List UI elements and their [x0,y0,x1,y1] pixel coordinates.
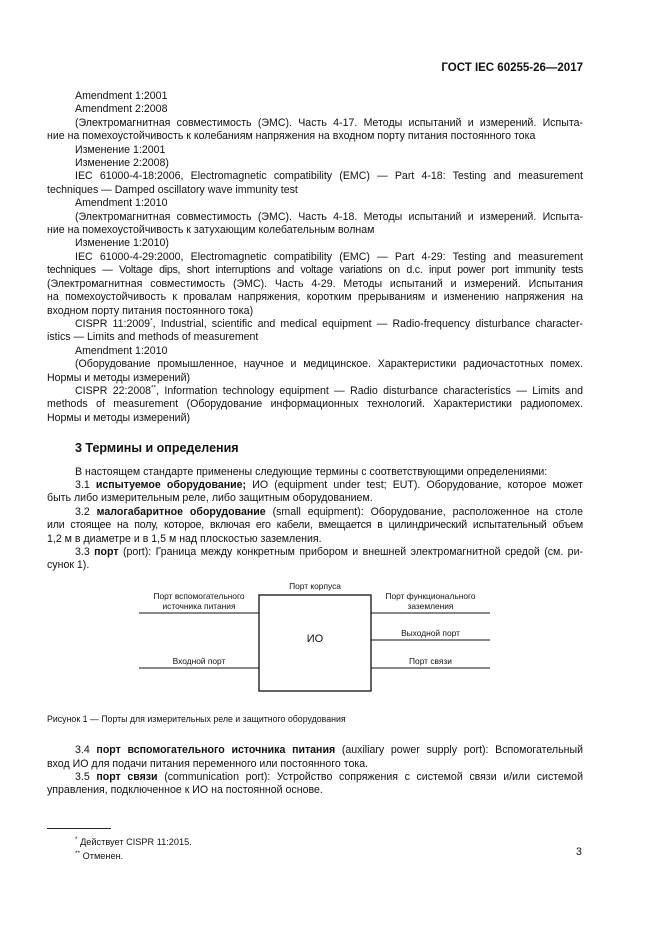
ref-line: входном порту питания постоянного тока) [47,304,254,317]
ref-line: Изменение 2:2008) [75,157,169,170]
figure-caption: Рисунок 1 — Порты для измерительных реле и защитного оборудования [47,713,346,724]
term-3-2-cont: или стоящее на полу, которое, включая его кабели, вмещается в цилиндрический испытательный объем [47,519,583,532]
ref-line: Изменение 1:2001 [75,143,166,156]
term-3-5 [47,771,583,784]
term-number: 3.3 [75,546,95,558]
term-name: порт связи [96,771,158,784]
footnote-text: Отменен. [80,850,124,861]
enclosure-port-label: Порт корпуса [289,580,341,591]
ref-line: (Оборудование промышленное, научное и медицинское. Характеристики радиочастотных помех. [75,358,583,371]
ref-line: techniques — Voltage dips, short interruptions and voltage variations on d.c. input power port immunity tests [47,264,583,277]
ref-line: на помехоустойчивость к провалам напряжения, коротким прерываниям и изменению напряжения на [47,291,583,304]
page-number: 3 [576,846,582,858]
ref-line: techniques — Damped oscillatory wave immunity test [47,183,298,196]
figure-ports-diagram [47,580,583,713]
footnote-1 [47,835,583,849]
ref-line: methods of measurement (Оборудование информационных технологий. Характеристики радиопомех. [47,398,583,411]
term-name: порт вспомогательного источника питания [96,744,336,757]
ref-line: ние на помехоустойчивость к затухающим колебательным волнам [47,224,375,237]
term-definition: ИО (equipment under test; EUT). Оборудование, которое может [246,478,583,491]
term-number: 3.1 [75,478,96,491]
term-3-1 [47,479,583,492]
section-intro: В настоящем стандарте применены следующие термины с соответствующими определениями: [75,465,548,478]
section-heading: 3 Термины и определения [75,441,239,456]
ref-line: Amendment 2:2008 [75,103,168,116]
ref-line: ние на помехоустойчивость к колебаниям напряжения на входном порту питания постоянного тока [47,130,536,143]
footnote-mark: * [150,317,153,325]
ref-code: CISPR 11:2009 [75,317,151,330]
func-earth-label-2: заземления [407,600,454,611]
ref-line-cispr11 [47,318,583,331]
ref-line: IEC 61000-4-18:2006, Electromagnetic compatibility (EMC) — Part 4-18: Testing and measurement [75,170,583,183]
term-3-2-cont: 1,2 м в диаметре и в 1,5 м над плоскостью заземления. [47,532,322,545]
ref-line: Изменение 1:2010) [75,237,169,250]
document-header-code: ГОСТ IEC 60255-26—2017 [441,62,583,74]
ref-line: Нормы и методы измерений) [47,371,191,384]
footnote-mark: * [75,835,78,843]
term-3-2 [47,506,583,519]
input-port-label: Входной порт [172,655,226,666]
ref-title: , Industrial, scientific and medical equipment — Radio-frequency disturbance character- [152,317,584,330]
term-definition: (small equipment): Оборудование, расположенное на столе [265,505,583,518]
footnote-2 [47,849,583,863]
func-earth-label-1: Порт функционального [385,590,476,601]
comm-port-label: Порт связи [409,655,452,666]
term-name: малогабаритное оборудование [96,505,266,518]
term-definition: (auxiliary power supply port): Вспомогательный [335,744,583,757]
ref-line-cispr22 [47,385,583,398]
ref-line: (Электромагнитная совместимость (ЭМС). Часть 4-17. Методы испытаний и измерений. Испыта- [75,116,583,129]
aux-power-label-2: источника питания [162,600,236,611]
term-definition: (port): Граница между конкретным прибором и внешней электромагнитной средой (см. ри- [118,546,584,558]
term-name: испытуемое оборудование; [95,478,247,491]
term-3-5-cont: управления, подключенное к ИО на постоянной основе. [47,784,323,797]
footnote-text: Действует CISPR 11:2015. [77,836,192,847]
page-body [47,90,583,863]
term-3-3 [47,546,583,559]
term-definition: (communication port): Устройство сопряжения с системой связи и/или системой [157,771,583,784]
term-number: 3.4 [75,744,97,757]
ref-line: Amendment 1:2010 [75,197,168,210]
ref-code: CISPR 22:2008 [75,384,152,397]
ref-line: Amendment 1:2010 [75,344,168,357]
output-port-label: Выходной порт [401,627,460,638]
term-number: 3.5 [75,771,97,784]
aux-power-label-1: Порт вспомогательного [153,590,245,601]
term-3-3-cont: сунок 1). [47,559,90,572]
term-3-4 [47,744,583,757]
term-3-4-cont: вход ИО для подачи питания переменного или постоянного тока. [47,757,369,770]
ref-line: Нормы и методы измерений) [47,411,191,424]
ref-line: IEC 61000-4-29:2000, Electromagnetic compatibility (EMC) — Part 4-29: Testing and measurement [75,250,583,263]
term-3-1-cont: быть либо измерительным реле, либо защитным оборудованием. [47,492,373,505]
term-number: 3.2 [75,505,97,518]
ports-diagram-svg [47,585,583,713]
footnote-mark: ** [75,849,81,857]
ref-line: (Электромагнитная совместимость (ЭМС). Часть 4-18. Методы испытаний и измерений. Испыта- [75,210,583,223]
footnote-mark: ** [151,384,157,392]
eut-label: ИО [306,632,324,645]
term-name: порт [94,546,119,558]
ref-line: istics — Limits and methods of measurement [47,331,259,344]
ref-line: (Электромагнитная совместимость (ЭМС). Часть 4-29. Методы испытаний и измерений. Испытания [47,277,583,290]
footnote-divider [47,828,111,829]
ref-line: Amendment 1:2001 [75,90,168,102]
ref-title: , Information technology equipment — Radio disturbance characteristics — Limits and [156,384,583,397]
